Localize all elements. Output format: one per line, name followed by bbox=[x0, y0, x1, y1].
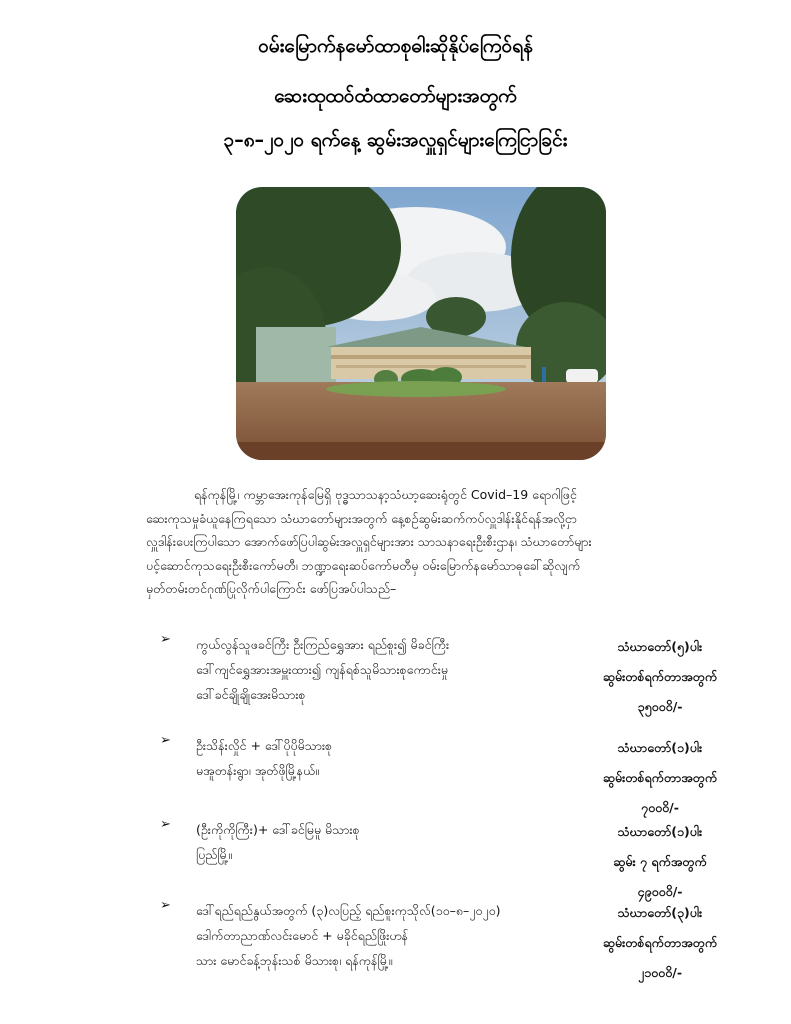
amount-text: ၂၁၀၀၀ိ/- bbox=[637, 965, 683, 980]
donor-text bbox=[196, 632, 576, 707]
donor-line: ကွယ်လွန်သူဖခင်ကြီး ဦးကြည်ရွှေအား ရည်စူး၍ မိခင်ကြီး bbox=[196, 637, 450, 652]
title-line-1: ဝမ်းမြောက်နမော်ထာစုဓါးဆိုနိုပ်ကြေဝ်ရန် bbox=[258, 35, 533, 57]
arrow-bullet-icon: ➢ bbox=[160, 898, 171, 913]
duration-text: ဆွမ်း ၇ ရက်အတွက် bbox=[613, 854, 707, 869]
duration-text: ဆွမ်းတစ်ရက်တာအတွက် bbox=[602, 770, 718, 785]
donor-text bbox=[196, 898, 576, 973]
amount-text: ၃၅၀၀၀ိ/- bbox=[637, 699, 683, 714]
paragraph-line: ဆေးကုသမှုခံယူနေကြရသော သံဃာတော်များအတွက် နေ့စဉ်ဆွမ်းဆက်ကပ်လှူဒါန်းနိုင်ရန်အလို့ငှာ bbox=[146, 510, 577, 526]
paragraph-line: ပင့်ဆောင်ကုသရေးဦးစီးကော်မတီ၊ ဘဏ္ဍာရေးဆပ်ကော်မတီမှ ဝမ်းမြောက်နမော်သာဓုခေါ်ဆိုလျက် bbox=[146, 557, 581, 573]
monk-count: သံဃာတော်(၁)ပါး bbox=[617, 740, 703, 755]
monk-count: သံဃာတော်(၁)ပါး bbox=[617, 824, 703, 839]
donor-text bbox=[196, 733, 576, 783]
hospital-photo bbox=[236, 187, 606, 460]
monk-count: သံဃာတော်(၅)ပါး bbox=[617, 639, 703, 654]
intro-paragraph bbox=[146, 483, 726, 601]
paragraph-line: ရန်ကုန်မြို့၊ ကမ္ဘာအေးကုန်မြေရှိ ဗုဒ္ဓသာသနာ့သံဃာ့ဆေးရုံတွင် Covid–19 ရောဂါဖြင့် bbox=[194, 487, 577, 502]
donor-line: ဒေါ်ခင်ချိုချိုအေးမိသားစု bbox=[196, 687, 306, 702]
donor-line: ဒေါ်ကျင်ရွှေအားအမှူးထား၍ ကျန်ရစ်သူမိသားစုကောင်းမှု bbox=[196, 662, 449, 677]
duration-text: ဆွမ်းတစ်ရက်တာအတွက် bbox=[602, 935, 718, 950]
donation-amount-block bbox=[570, 898, 750, 988]
paragraph-line: လှူဒါန်းပေးကြပါသော အောက်ဖော်ပြပါဆွမ်းအလှူရှင်များအား သာသနာရေးဦးစီးဌာန၊ သံဃာတော်များ bbox=[146, 534, 592, 549]
amount-text: ၄၉၀၀၀ိ/- bbox=[637, 884, 683, 899]
arrow-bullet-icon: ➢ bbox=[160, 632, 171, 647]
donation-amount-block bbox=[570, 817, 750, 907]
donation-amount-block bbox=[570, 632, 750, 722]
arrow-bullet-icon: ➢ bbox=[160, 817, 171, 832]
paragraph-line: မှတ်တမ်းတင်ဂုဏ်ပြုလိုက်ပါကြောင်း ဖော်ပြအပ်ပါသည်– bbox=[146, 581, 397, 596]
donor-line: ဒေါ်ရည်ရည်နွယ်အတွက် (၃)လပြည့် ရည်စူးကုသိုလ်(၁၀–၈–၂၀၂၀) bbox=[196, 903, 501, 918]
donor-line: ဒေါက်တာညာဏ်လင်းမောင် + မခိုင်ရည်ဖြိုးဟန် bbox=[196, 928, 409, 943]
duration-text: ဆွမ်းတစ်ရက်တာအတွက် bbox=[602, 669, 718, 684]
donor-line: မအူတန်းရွာ၊ အုတ်ဖိုမြို့နယ်။ bbox=[196, 763, 320, 778]
donor-text bbox=[196, 817, 576, 867]
donor-line: ဦးသိန်းလှိုင် + ဒေါ်ပိုပိုမိသားစု bbox=[196, 738, 333, 753]
donation-amount-block bbox=[570, 733, 750, 823]
arrow-bullet-icon: ➢ bbox=[160, 733, 171, 748]
monk-count: သံဃာတော်(၃)ပါး bbox=[617, 905, 703, 920]
title-line-2: ဆေးထုထဝ်ထံထာတော်များအတွက် bbox=[274, 85, 517, 107]
donor-line: သား မောင်ခန့်ဘုန်းသစ် မိသားစု၊ ရန်ကုန်မြို့။ bbox=[196, 953, 393, 968]
donor-line: (ဦးကိုကိုကြီး)+ ဒေါ်ခင်မြမူ မိသားစု bbox=[196, 822, 360, 837]
amount-text: ၇၀၀၀ိ/- bbox=[641, 800, 679, 815]
donor-line: ပြည်မြို့။ bbox=[196, 847, 233, 862]
title-line-3: ၃–၈–၂၀၂၀ ရက်နေ့ ဆွမ်းအလှူရှင်များကြေငြာခြင်း bbox=[223, 129, 568, 151]
